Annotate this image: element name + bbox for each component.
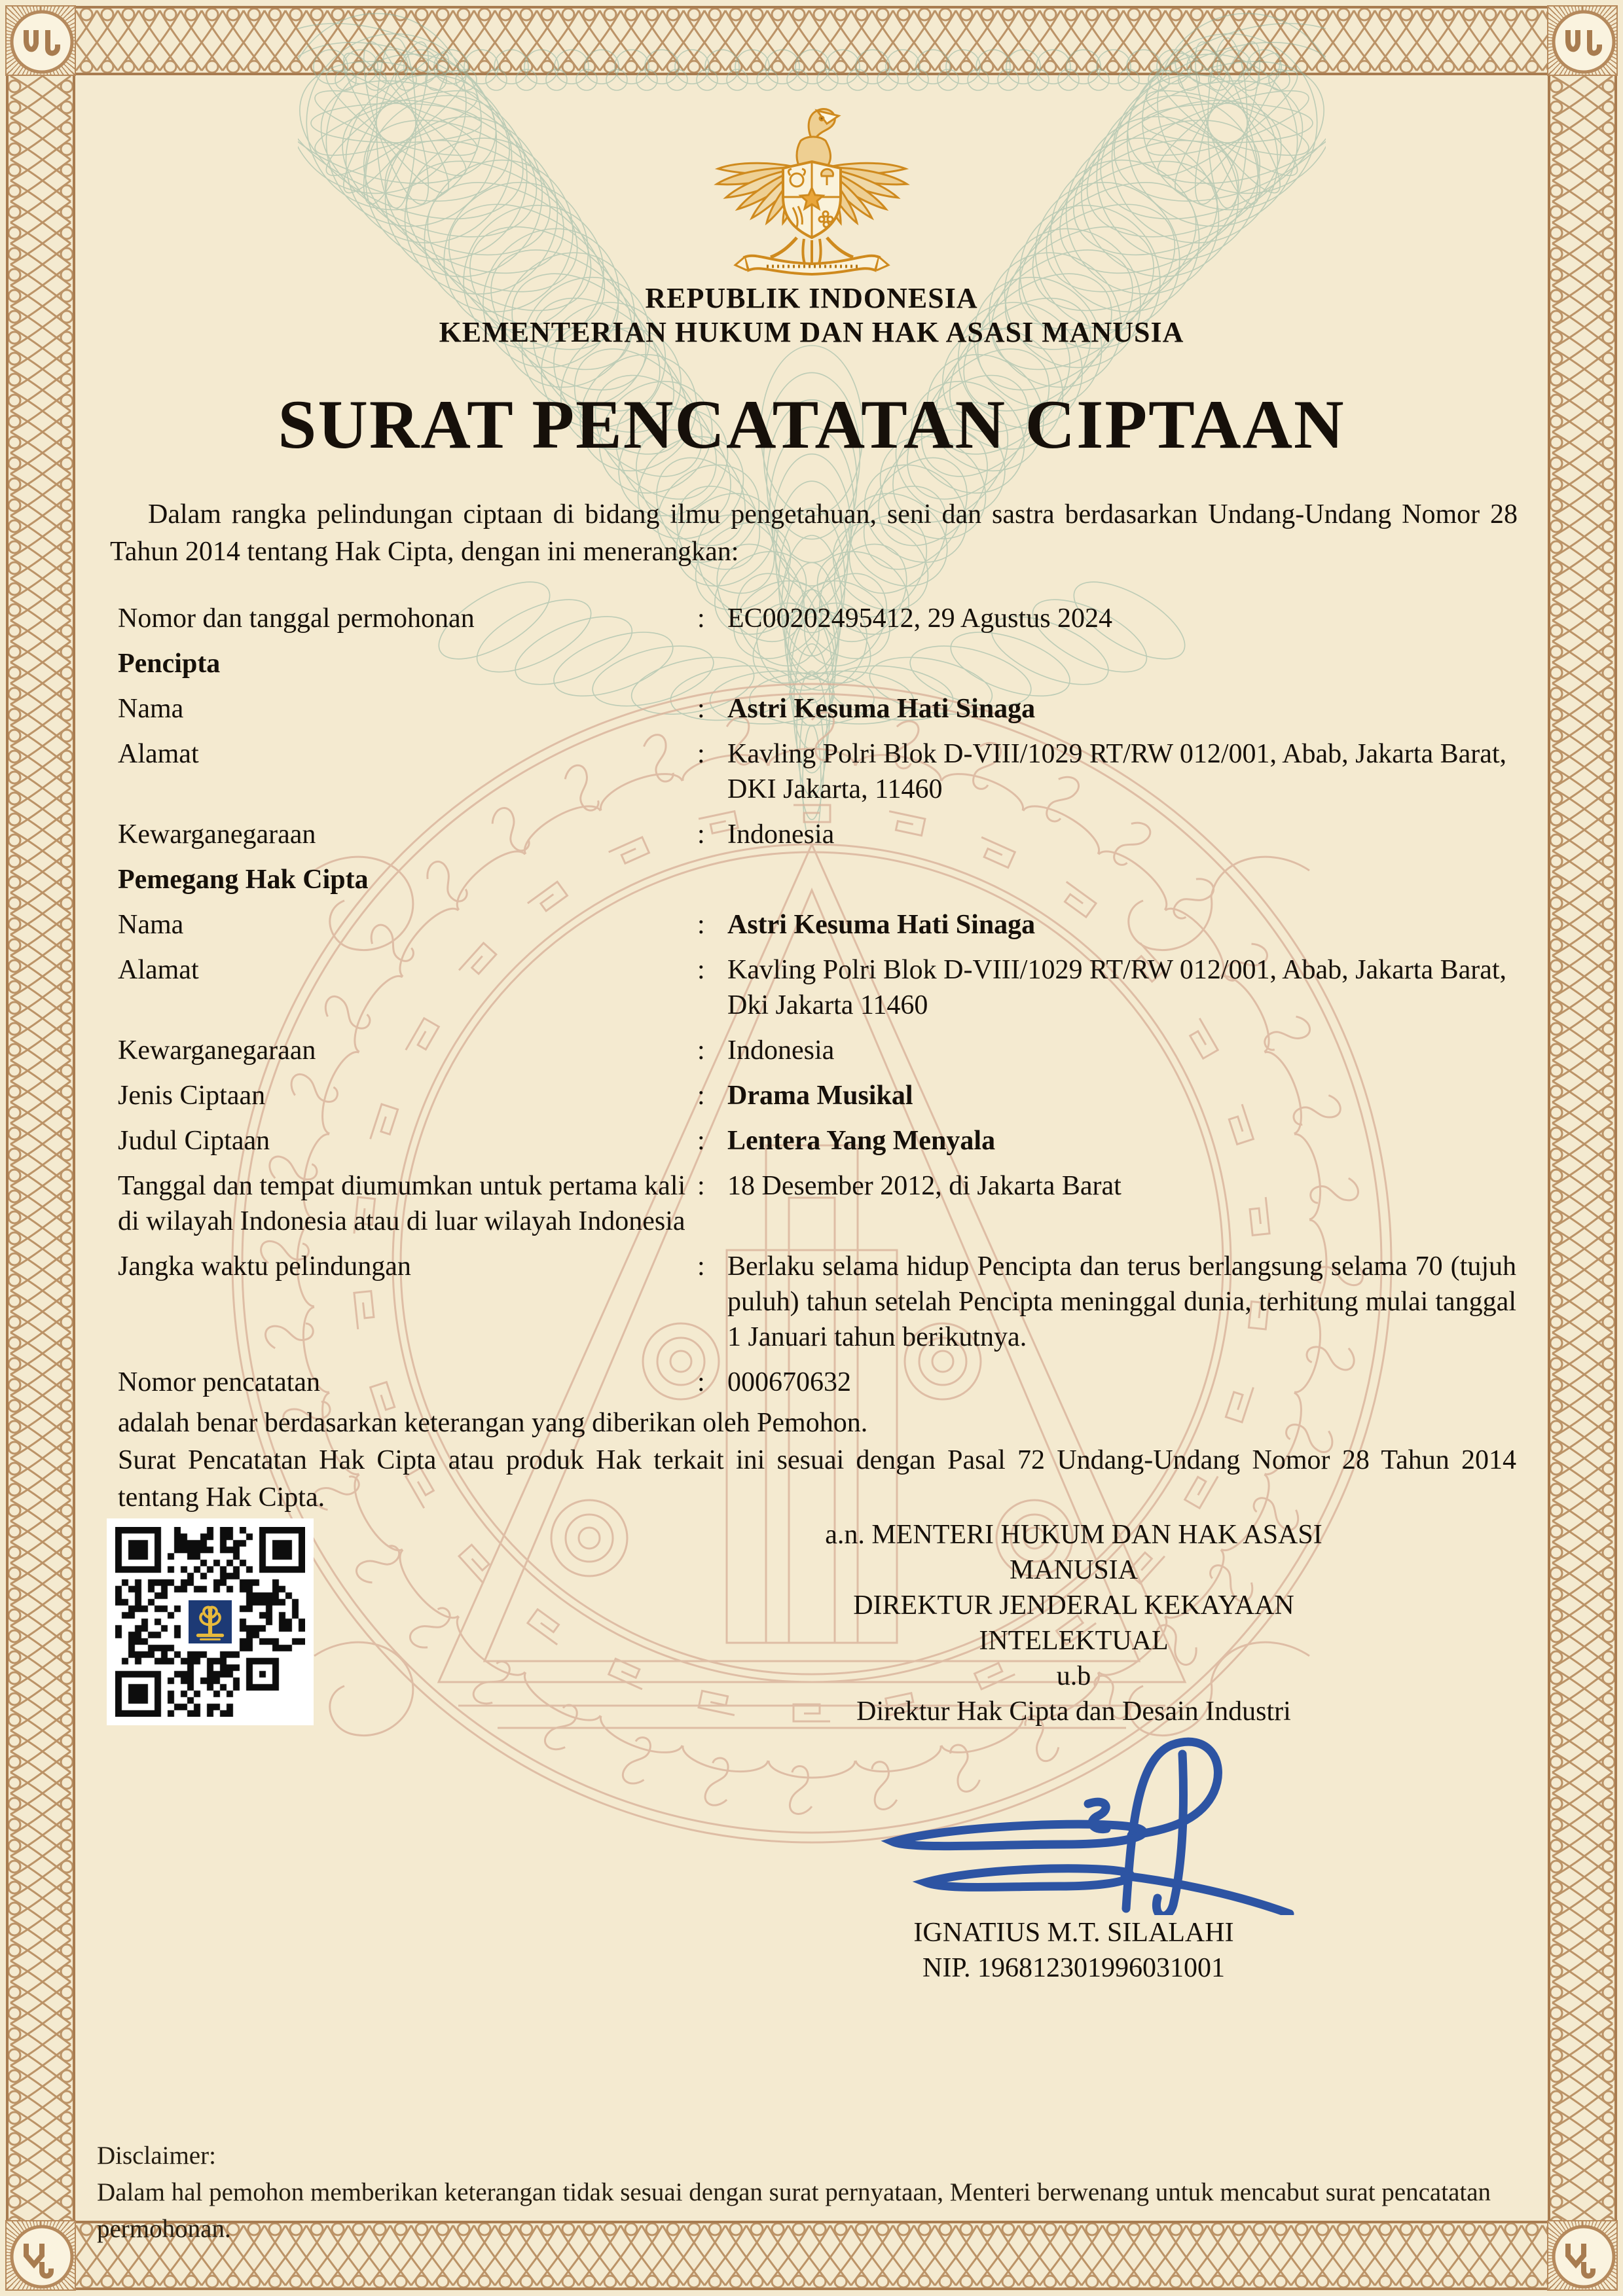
colon: : xyxy=(697,955,705,985)
field-value: EC00202495412, 29 Agustus 2024 xyxy=(727,603,1113,634)
disclaimer-body: Dalam hal pemohon memberikan keterangan tidak sesuai dengan surat pernyataan, Menteri berwenang untuk mencabut surat pencatatan permohonan. xyxy=(97,2178,1491,2243)
border-corner-medallion xyxy=(5,5,76,76)
disclaimer xyxy=(97,2138,1550,2248)
signatory-directorate: DIREKTUR JENDERAL KEKAYAAN INTELEKTUAL xyxy=(853,1590,1294,1656)
field-label: Alamat xyxy=(118,955,199,985)
letterhead xyxy=(0,281,1623,350)
field-label: Nama xyxy=(118,910,184,940)
field-label: Pemegang Hak Cipta xyxy=(118,865,369,895)
header-ministry: KEMENTERIAN HUKUM DAN HAK ASASI MANUSIA xyxy=(439,316,1184,348)
signatory-ub: u.b xyxy=(1056,1661,1091,1691)
handwritten-signature xyxy=(845,1719,1303,1915)
field-value: Indonesia xyxy=(727,1035,835,1066)
document-title: SURAT PENCATATAN CIPTAAN xyxy=(278,386,1345,463)
field-value: Astri Kesuma Hati Sinaga xyxy=(727,910,1036,940)
field-row xyxy=(118,736,1516,807)
field-value: 18 Desember 2012, di Jakarta Barat xyxy=(727,1171,1122,1201)
section-heading xyxy=(118,862,1516,897)
field-label: Nomor dan tanggal permohonan xyxy=(118,603,475,634)
fields-table xyxy=(118,601,1516,1410)
field-value: 000670632 xyxy=(727,1367,851,1397)
field-row xyxy=(118,1249,1516,1355)
field-value: Drama Musikal xyxy=(727,1081,913,1111)
signatory-nip: NIP. 196812301996031001 xyxy=(922,1953,1226,1983)
field-value: Kavling Polri Blok D-VIII/1029 RT/RW 012/001, Abab, Jakarta Barat, Dki Jakarta 11460 xyxy=(727,955,1507,1020)
field-row xyxy=(118,1078,1516,1113)
field-row xyxy=(118,1365,1516,1400)
field-row xyxy=(118,601,1516,636)
field-label: Alamat xyxy=(118,739,199,769)
field-value: Lentera Yang Menyala xyxy=(727,1126,996,1156)
field-label: Jangka waktu pelindungan xyxy=(118,1251,411,1282)
signatory-name: IGNATIUS M.T. SILALAHI xyxy=(913,1918,1234,1948)
field-row xyxy=(118,1123,1516,1158)
field-row xyxy=(118,952,1516,1023)
field-value: Indonesia xyxy=(727,819,835,850)
field-row xyxy=(118,907,1516,942)
border-corner-medallion xyxy=(5,2220,76,2291)
colon: : xyxy=(697,1367,705,1397)
closing-paragraphs xyxy=(118,1405,1516,1516)
disclaimer-title: Disclaimer: xyxy=(97,2142,216,2170)
field-row xyxy=(118,691,1516,726)
field-label: Jenis Ciptaan xyxy=(118,1081,266,1111)
field-row xyxy=(118,817,1516,852)
garuda-emblem xyxy=(710,101,913,291)
colon: : xyxy=(697,1081,705,1111)
closing-line: Surat Pencatatan Hak Cipta atau produk Hak terkait ini sesuai dengan Pasal 72 Undang-Undang Nomor 28 Tahun 2014 tentang Hak Cipta. xyxy=(118,1445,1516,1513)
intro-paragraph: Dalam rangka pelindungan ciptaan di bidang ilmu pengetahuan, seni dan sastra berdasarkan Undang-Undang Nomor 28 Tahun 2014 tentang Hak Cipta, dengan ini menerangkan: xyxy=(110,499,1518,567)
section-heading xyxy=(118,646,1516,681)
signatory-on-behalf: a.n. MENTERI HUKUM DAN HAK ASASI MANUSIA xyxy=(825,1520,1322,1585)
colon: : xyxy=(697,910,705,940)
field-label: Nomor pencatatan xyxy=(118,1367,321,1397)
field-row xyxy=(118,1033,1516,1068)
colon: : xyxy=(697,1126,705,1156)
colon: : xyxy=(697,1251,705,1282)
field-label: Tanggal dan tempat diumumkan untuk pertama kali di wilayah Indonesia atau di luar wilayah Indonesia xyxy=(118,1171,686,1236)
field-label: Kewarganegaraan xyxy=(118,1035,316,1066)
signatory-director-title: Direktur Hak Cipta dan Desain Industri xyxy=(856,1696,1291,1727)
signature-block xyxy=(766,1517,1381,1986)
field-label: Pencipta xyxy=(118,649,221,679)
header-country: REPUBLIK INDONESIA xyxy=(645,282,978,314)
colon: : xyxy=(697,694,705,724)
field-value: Kavling Polri Blok D-VIII/1029 RT/RW 012/001, Abab, Jakarta Barat, DKI Jakarta, 11460 xyxy=(727,739,1507,804)
ministry-logo-icon xyxy=(189,1600,232,1643)
field-label: Kewarganegaraan xyxy=(118,819,316,850)
qr-code xyxy=(107,1518,314,1725)
colon: : xyxy=(697,603,705,634)
colon: : xyxy=(697,819,705,850)
field-value: Astri Kesuma Hati Sinaga xyxy=(727,694,1036,724)
colon: : xyxy=(697,739,705,769)
field-label: Judul Ciptaan xyxy=(118,1126,270,1156)
border-corner-medallion xyxy=(1547,5,1618,76)
field-row xyxy=(118,1168,1516,1239)
closing-line: adalah benar berdasarkan keterangan yang diberikan oleh Pemohon. xyxy=(118,1408,868,1438)
colon: : xyxy=(697,1171,705,1201)
field-value: Berlaku selama hidup Pencipta dan terus berlangsung selama 70 (tujuh puluh) tahun setelah Pencipta meninggal dunia, terhitung mulai tanggal 1 Januari tahun berikutnya. xyxy=(727,1251,1516,1352)
border-corner-medallion xyxy=(1547,2220,1618,2291)
colon: : xyxy=(697,1035,705,1066)
field-label: Nama xyxy=(118,694,184,724)
